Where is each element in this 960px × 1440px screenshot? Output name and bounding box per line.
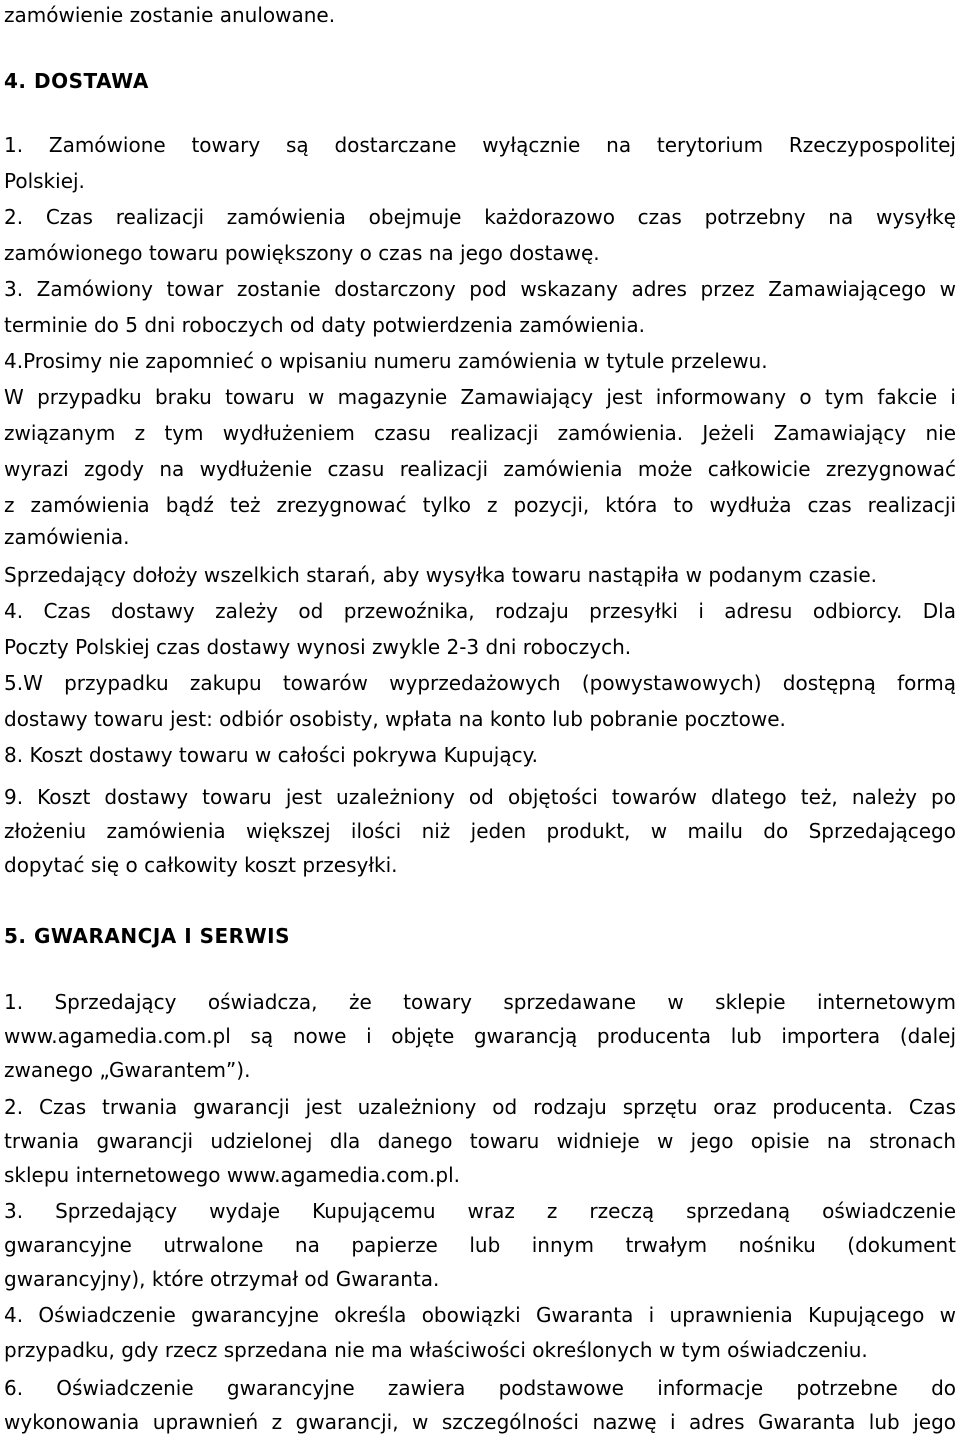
text-line: zamówienie zostanie anulowane. (4, 3, 336, 27)
text-line: www.agamedia.com.pl są nowe i objęte gwarancją producenta lub importera (dalej (4, 1024, 956, 1048)
text-line: sklepu internetowego www.agamedia.com.pl. (4, 1163, 460, 1187)
text-line: 5.W przypadku zakupu towarów wyprzedażowych (powystawowych) dostępną formą (4, 671, 956, 695)
text-line: wykonowania uprawnień z gwarancji, w szczególności nazwę i adres Gwaranta lub jego (4, 1410, 956, 1434)
text-line: zamówionego towaru powiększony o czas na jego dostawę. (4, 241, 600, 265)
text-line: 4. Czas dostawy zależy od przewoźnika, rodzaju przesyłki i adresu odbiorcy. Dla (4, 599, 956, 623)
text-line: 3. Sprzedający wydaje Kupującemu wraz z rzeczą sprzedaną oświadczenie (4, 1199, 956, 1223)
text-line: dostawy towaru jest: odbiór osobisty, wpłata na konto lub pobranie pocztowe. (4, 707, 786, 731)
text-line: gwarancyjne utrwalone na papierze lub innym trwałym nośniku (dokument (4, 1233, 956, 1257)
text-line: 4. Oświadczenie gwarancyjne określa obowiązki Gwaranta i uprawnienia Kupującego w (4, 1303, 956, 1327)
text-line: Poczty Polskiej czas dostawy wynosi zwykle 2-3 dni roboczych. (4, 635, 632, 659)
text-line: 6. Oświadczenie gwarancyjne zawiera podstawowe informacje potrzebne do (4, 1376, 956, 1400)
text-line: 8. Koszt dostawy towaru w całości pokrywa Kupujący. (4, 743, 538, 767)
section-heading-gwarancja: 5. GWARANCJA I SERWIS (4, 924, 290, 948)
text-line: wyrazi zgody na wydłużenie czasu realizacji zamówienia może całkowicie zrezygnować (4, 457, 956, 481)
section-heading-dostawa: 4. DOSTAWA (4, 69, 149, 93)
text-line: Sprzedający dołoży wszelkich starań, aby wysyłka towaru nastąpiła w podanym czasie. (4, 563, 878, 587)
text-line: złożeniu zamówienia większej ilości niż jeden produkt, w mailu do Sprzedającego (4, 819, 956, 843)
text-line: terminie do 5 dni roboczych od daty potwierdzenia zamówienia. (4, 313, 645, 337)
text-line: 2. Czas realizacji zamówienia obejmuje każdorazowo czas potrzebny na wysyłkę (4, 205, 956, 229)
text-line: z zamówienia bądź też zrezygnować tylko z pozycji, która to wydłuża czas realizacji (4, 493, 956, 517)
text-line: związanym z tym wydłużeniem czasu realizacji zamówienia. Jeżeli Zamawiający nie (4, 421, 956, 445)
text-line: 2. Czas trwania gwarancji jest uzależniony od rodzaju sprzętu oraz producenta. Czas (4, 1095, 956, 1119)
text-line: 1. Sprzedający oświadcza, że towary sprzedawane w sklepie internetowym (4, 990, 956, 1014)
text-line: gwarancyjny), które otrzymał od Gwaranta. (4, 1267, 440, 1291)
text-line: W przypadku braku towaru w magazynie Zamawiający jest informowany o tym fakcie i (4, 385, 956, 409)
text-line: zamówienia. (4, 525, 130, 549)
text-line: Polskiej. (4, 169, 85, 193)
text-line: przypadku, gdy rzecz sprzedana nie ma właściwości określonych w tym oświadczeniu. (4, 1338, 868, 1362)
text-line: 3. Zamówiony towar zostanie dostarczony pod wskazany adres przez Zamawiającego w (4, 277, 956, 301)
text-line: zwanego „Gwarantem”). (4, 1058, 251, 1082)
text-line: dopytać się o całkowity koszt przesyłki. (4, 853, 398, 877)
text-line: 4.Prosimy nie zapomnieć o wpisaniu numeru zamówienia w tytule przelewu. (4, 349, 768, 373)
text-line: 9. Koszt dostawy towaru jest uzależniony od objętości towarów dlatego też, należy po (4, 785, 956, 809)
text-line: 1. Zamówione towary są dostarczane wyłącznie na terytorium Rzeczypospolitej (4, 133, 956, 157)
text-line: trwania gwarancji udzielonej dla danego towaru widnieje w jego opisie na stronach (4, 1129, 956, 1153)
